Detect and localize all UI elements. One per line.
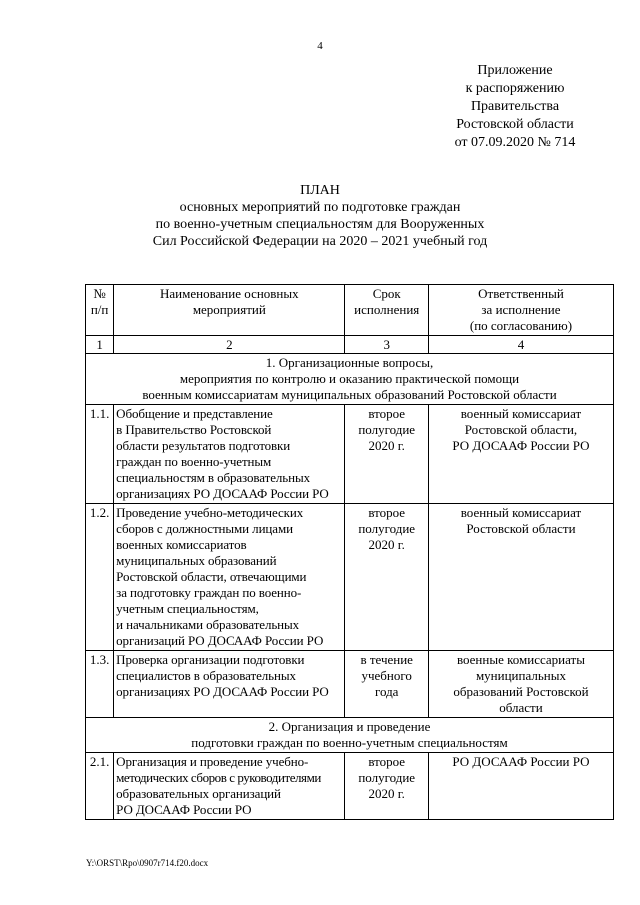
index-cell: 4 <box>428 336 613 354</box>
index-cell: 3 <box>345 336 428 354</box>
plan-subtitle-line: по военно-учетным специальностям для Вооруженных <box>155 217 485 232</box>
index-cell: 2 <box>114 336 345 354</box>
section-row <box>86 354 614 405</box>
row-name: Проверка организации подготовки специалистов в образовательных организациях РО ДОСААФ России РО <box>114 651 345 718</box>
header-resp: Ответственный за исполнение (по согласованию) <box>428 285 613 336</box>
row-num: 2.1. <box>86 753 114 820</box>
appendix-line: Ростовской области <box>456 117 574 132</box>
header-term: Срок исполнения <box>345 285 428 336</box>
page-number: 4 <box>317 40 323 52</box>
table-row <box>86 504 614 651</box>
row-resp: военный комиссариат Ростовской области, РО ДОСААФ России РО <box>428 405 613 504</box>
row-resp: военный комиссариат Ростовской области <box>428 504 613 651</box>
document-path: Y:\ORST\Rpo\0907r714.f20.docx <box>86 858 209 868</box>
row-resp: военные комиссариаты муниципальных образований Ростовской области <box>428 651 613 718</box>
plan-heading: ПЛАН <box>300 183 340 198</box>
row-num: 1.2. <box>86 504 114 651</box>
plan-table <box>85 284 614 820</box>
row-num: 1.3. <box>86 651 114 718</box>
appendix-line: к распоряжению <box>465 81 565 96</box>
header-name: Наименование основных мероприятий <box>114 285 345 336</box>
row-term: второе полугодие 2020 г. <box>345 405 428 504</box>
row-term: в течение учебного года <box>345 651 428 718</box>
table-header-row <box>86 285 614 336</box>
row-name: Организация и проведение учебно- методических сборов с руководителями образовательных организаций РО ДОСААФ России РО <box>114 753 345 820</box>
table-row <box>86 651 614 718</box>
table-row <box>86 405 614 504</box>
row-name: Проведение учебно-методических сборов с должностными лицами военных комиссариатов муниципальных образований Ростовской области, отвечающими за подготовку граждан по военно- учетным специальностям, и начальниками образовательных организаций РО ДОСААФ России РО <box>114 504 345 651</box>
plan-subtitle-line: основных мероприятий по подготовке граждан <box>179 200 461 215</box>
appendix-block <box>430 62 600 152</box>
appendix-line: Правительства <box>470 99 560 114</box>
row-num: 1.1. <box>86 405 114 504</box>
table-row <box>86 753 614 820</box>
index-cell: 1 <box>86 336 114 354</box>
header-num: № п/п <box>86 285 114 336</box>
plan-subtitle-line: Сил Российской Федерации на 2020 – 2021 учебный год <box>152 234 488 249</box>
appendix-line: Приложение <box>477 63 553 78</box>
section-title: 1. Организационные вопросы, мероприятия по контролю и оказанию практической помощи военным комиссариатам муниципальных образований Ростовской области <box>86 354 614 405</box>
column-index-row <box>86 336 614 354</box>
row-term: второе полугодие 2020 г. <box>345 504 428 651</box>
row-resp: РО ДОСААФ России РО <box>428 753 613 820</box>
plan-title <box>100 182 540 250</box>
row-name: Обобщение и представление в Правительство Ростовской области результатов подготовки граждан по военно-учетным специальностям в образовательных организациях РО ДОСААФ России РО <box>114 405 345 504</box>
section-row <box>86 718 614 753</box>
section-title: 2. Организация и проведение подготовки граждан по военно-учетным специальностям <box>86 718 614 753</box>
row-term: второе полугодие 2020 г. <box>345 753 428 820</box>
appendix-line: от 07.09.2020 № 714 <box>454 135 576 150</box>
